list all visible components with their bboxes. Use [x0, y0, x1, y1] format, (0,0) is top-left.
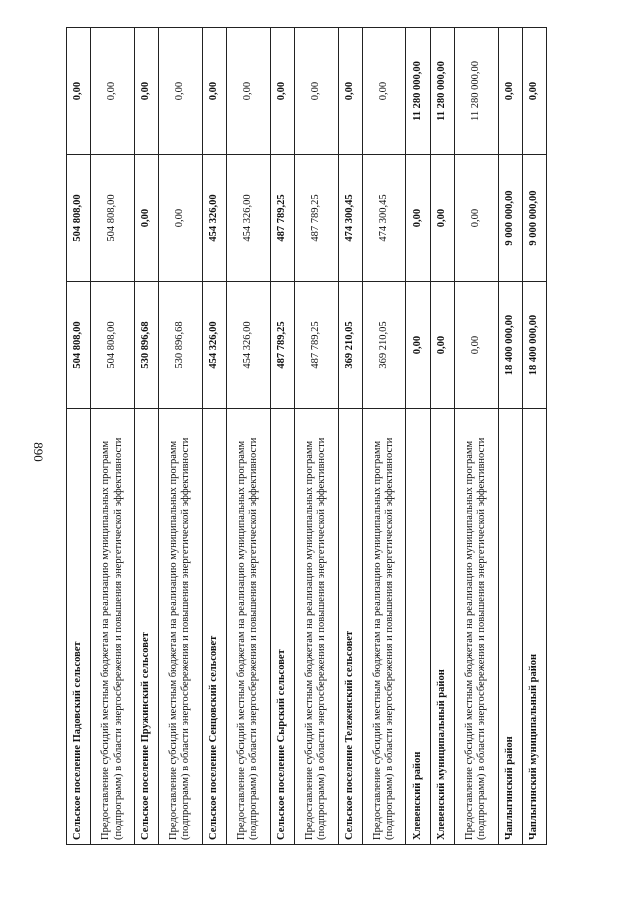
value-cell-col2: 0,00 — [430, 155, 454, 282]
table-row-heading — [522, 28, 546, 845]
table-row — [294, 28, 338, 845]
value-cell-col3: 11 280 000,00 — [406, 28, 430, 155]
table-row — [454, 28, 498, 845]
value-cell-col2: 9 000 000,00 — [522, 155, 546, 282]
value-cell-col3: 11 280 000,00 — [454, 28, 498, 155]
row-name-cell: Предоставление субсидий местным бюджетам на реализацию муниципальных программ (подпрограмм) в области энергосбережения и повышения энергетической эффективности — [362, 409, 406, 845]
value-cell-col1: 18 400 000,00 — [522, 282, 546, 409]
row-name-cell: Предоставление субсидий местным бюджетам на реализацию муниципальных программ (подпрограмм) в области энергосбережения и повышения энергетической эффективности — [91, 409, 135, 845]
table-row-heading — [67, 28, 91, 845]
value-cell-col1: 369 210,05 — [338, 282, 362, 409]
value-cell-col2: 0,00 — [159, 155, 203, 282]
value-cell-col2: 9 000 000,00 — [498, 155, 522, 282]
value-cell-col1: 487 789,25 — [294, 282, 338, 409]
value-cell-col3: 0,00 — [362, 28, 406, 155]
value-cell-col3: 0,00 — [226, 28, 270, 155]
budget-table — [66, 27, 547, 845]
value-cell-col1: 0,00 — [454, 282, 498, 409]
value-cell-col2: 504 808,00 — [91, 155, 135, 282]
row-name-cell: Предоставление субсидий местным бюджетам на реализацию муниципальных программ (подпрограмм) в области энергосбережения и повышения энергетической эффективности — [454, 409, 498, 845]
table-row-heading — [270, 28, 294, 845]
row-name-cell: Сельское поселение Сырский сельсовет — [270, 409, 294, 845]
table-row-heading — [338, 28, 362, 845]
table-row-heading — [406, 28, 430, 845]
table-body — [67, 28, 547, 845]
value-cell-col1: 369 210,05 — [362, 282, 406, 409]
row-name-cell: Сельское поселение Пружинский сельсовет — [134, 409, 158, 845]
table-row-heading — [134, 28, 158, 845]
value-cell-col1: 530 896,68 — [159, 282, 203, 409]
value-cell-col1: 530 896,68 — [134, 282, 158, 409]
value-cell-col2: 454 326,00 — [202, 155, 226, 282]
value-cell-col2: 487 789,25 — [294, 155, 338, 282]
value-cell-col1: 18 400 000,00 — [498, 282, 522, 409]
table-row — [159, 28, 203, 845]
table-row-heading — [430, 28, 454, 845]
table-row-heading — [498, 28, 522, 845]
value-cell-col3: 0,00 — [338, 28, 362, 155]
row-name-cell: Предоставление субсидий местным бюджетам на реализацию муниципальных программ (подпрограмм) в области энергосбережения и повышения энергетической эффективности — [294, 409, 338, 845]
value-cell-col3: 0,00 — [202, 28, 226, 155]
value-cell-col1: 504 808,00 — [67, 282, 91, 409]
rotated-budget-table — [66, 62, 547, 845]
value-cell-col1: 487 789,25 — [270, 282, 294, 409]
value-cell-col2: 474 300,45 — [362, 155, 406, 282]
value-cell-col2: 504 808,00 — [67, 155, 91, 282]
row-name-cell: Хлевенский муниципальный район — [430, 409, 454, 845]
value-cell-col3: 0,00 — [522, 28, 546, 155]
row-name-cell: Сельское поселение Тележенский сельсовет — [338, 409, 362, 845]
value-cell-col3: 0,00 — [498, 28, 522, 155]
value-cell-col2: 0,00 — [134, 155, 158, 282]
value-cell-col3: 0,00 — [67, 28, 91, 155]
value-cell-col1: 0,00 — [406, 282, 430, 409]
value-cell-col2: 0,00 — [454, 155, 498, 282]
value-cell-col3: 0,00 — [134, 28, 158, 155]
page-number: 890 — [31, 442, 46, 462]
row-name-cell: Предоставление субсидий местным бюджетам на реализацию муниципальных программ (подпрограмм) в области энергосбережения и повышения энергетической эффективности — [159, 409, 203, 845]
value-cell-col3: 0,00 — [91, 28, 135, 155]
row-name-cell: Сельское поселение Падовский сельсовет — [67, 409, 91, 845]
row-name-cell: Сельское поселение Сенцовский сельсовет — [202, 409, 226, 845]
table-row — [91, 28, 135, 845]
row-name-cell: Чаплыгинский район — [498, 409, 522, 845]
value-cell-col3: 11 280 000,00 — [430, 28, 454, 155]
table-row — [362, 28, 406, 845]
value-cell-col3: 0,00 — [159, 28, 203, 155]
value-cell-col3: 0,00 — [270, 28, 294, 155]
value-cell-col1: 454 326,00 — [226, 282, 270, 409]
value-cell-col1: 504 808,00 — [91, 282, 135, 409]
value-cell-col2: 487 789,25 — [270, 155, 294, 282]
value-cell-col1: 454 326,00 — [202, 282, 226, 409]
row-name-cell: Хлевенский район — [406, 409, 430, 845]
table-row-heading — [202, 28, 226, 845]
value-cell-col3: 0,00 — [294, 28, 338, 155]
value-cell-col1: 0,00 — [430, 282, 454, 409]
value-cell-col2: 454 326,00 — [226, 155, 270, 282]
value-cell-col2: 0,00 — [406, 155, 430, 282]
row-name-cell: Чаплыгинский муниципальный район — [522, 409, 546, 845]
value-cell-col2: 474 300,45 — [338, 155, 362, 282]
table-row — [226, 28, 270, 845]
row-name-cell: Предоставление субсидий местным бюджетам на реализацию муниципальных программ (подпрограмм) в области энергосбережения и повышения энергетической эффективности — [226, 409, 270, 845]
